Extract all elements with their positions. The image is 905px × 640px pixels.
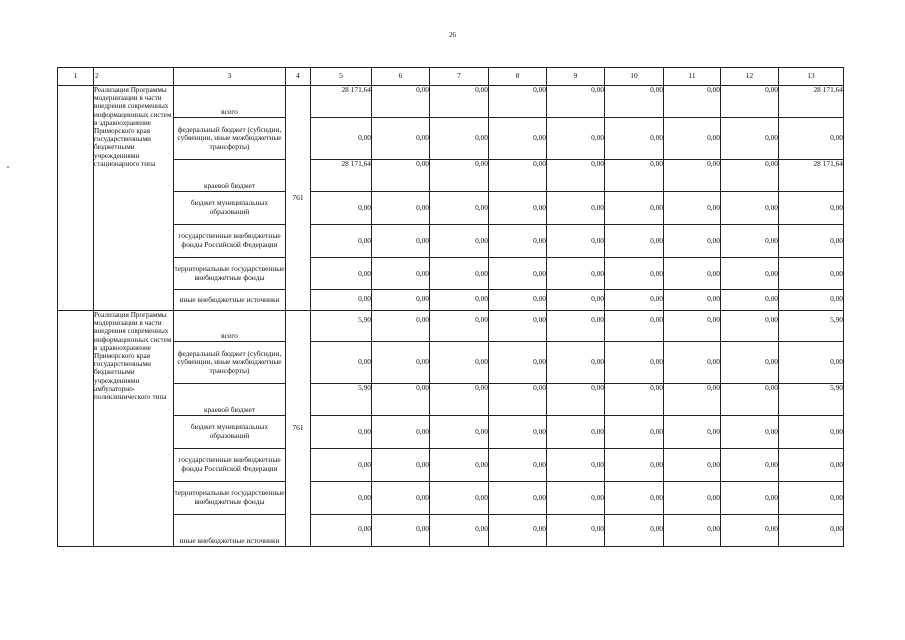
- value-cell: 0,00: [664, 342, 721, 384]
- value-cell: 0,00: [311, 192, 372, 225]
- funding-source: государственные внебюджетные фонды Российской Федерации: [174, 449, 286, 482]
- value-cell: 0,00: [430, 160, 489, 192]
- value-cell: 0,00: [721, 342, 779, 384]
- value-cell: 0,00: [430, 311, 489, 342]
- funding-source: бюджет муниципальных образований: [174, 416, 286, 449]
- value-cell: 0,00: [779, 225, 844, 258]
- table-row: [58, 290, 844, 311]
- value-cell: 0,00: [372, 258, 430, 290]
- value-cell: 0,00: [489, 311, 547, 342]
- value-cell: 0,00: [430, 258, 489, 290]
- funding-source: всего: [174, 311, 286, 342]
- value-cell: 0,00: [430, 290, 489, 311]
- value-cell: 0,00: [605, 482, 664, 515]
- value-cell: 0,00: [430, 449, 489, 482]
- funding-source: территориальные государственные внебюджетные фонды: [174, 258, 286, 290]
- table-row: [58, 86, 844, 118]
- column-header: 4: [286, 68, 311, 86]
- value-cell: 0,00: [489, 118, 547, 160]
- value-cell: 0,00: [721, 225, 779, 258]
- value-cell: 0,00: [430, 384, 489, 416]
- value-cell: 0,00: [779, 258, 844, 290]
- value-cell: 0,00: [372, 482, 430, 515]
- value-cell: 0,00: [372, 515, 430, 547]
- table-row: [58, 311, 844, 342]
- table-row: [58, 192, 844, 225]
- value-cell: 0,00: [605, 290, 664, 311]
- value-cell: 0,00: [664, 311, 721, 342]
- funding-source: территориальные государственные внебюджетные фонды: [174, 482, 286, 515]
- value-cell: 0,00: [721, 515, 779, 547]
- value-cell: 0,00: [664, 258, 721, 290]
- value-cell: 0,00: [605, 160, 664, 192]
- table-row: [58, 160, 844, 192]
- value-cell: 0,00: [430, 192, 489, 225]
- value-cell: 0,00: [311, 258, 372, 290]
- value-cell: 5,90: [779, 311, 844, 342]
- value-cell: 0,00: [547, 416, 605, 449]
- funding-source: федеральный бюджет (субсидии, субвенции, иные межбюджетные трансферты): [174, 118, 286, 160]
- funding-source: иные внебюджетные источники: [174, 515, 286, 547]
- value-cell: 0,00: [430, 482, 489, 515]
- value-cell: 0,00: [779, 342, 844, 384]
- value-cell: 0,00: [372, 192, 430, 225]
- budget-table: [57, 67, 844, 547]
- value-cell: 0,00: [489, 86, 547, 118]
- value-cell: 0,00: [430, 416, 489, 449]
- value-cell: 0,00: [664, 384, 721, 416]
- table-row: [58, 416, 844, 449]
- value-cell: 0,00: [311, 416, 372, 449]
- value-cell: 0,00: [489, 482, 547, 515]
- value-cell: 0,00: [664, 449, 721, 482]
- value-cell: 0,00: [489, 225, 547, 258]
- value-cell: 0,00: [311, 342, 372, 384]
- value-cell: 0,00: [664, 192, 721, 225]
- funding-source: государственные внебюджетные фонды Российской Федерации: [174, 225, 286, 258]
- value-cell: 0,00: [664, 290, 721, 311]
- value-cell: 0,00: [779, 449, 844, 482]
- value-cell: 0,00: [547, 118, 605, 160]
- value-cell: 0,00: [430, 86, 489, 118]
- value-cell: 0,00: [664, 118, 721, 160]
- value-cell: 0,00: [311, 449, 372, 482]
- value-cell: 0,00: [372, 449, 430, 482]
- value-cell: 0,00: [547, 160, 605, 192]
- value-cell: 0,00: [311, 118, 372, 160]
- value-cell: 0,00: [311, 290, 372, 311]
- funding-source: федеральный бюджет (субсидии, субвенции, иные межбюджетные трансферты): [174, 342, 286, 384]
- value-cell: 0,00: [721, 384, 779, 416]
- value-cell: 28 171,64: [779, 86, 844, 118]
- value-cell: 0,00: [489, 416, 547, 449]
- value-cell: 0,00: [489, 258, 547, 290]
- value-cell: 0,00: [489, 384, 547, 416]
- column-header: 5: [311, 68, 372, 86]
- table-row: [58, 515, 844, 547]
- scan-speck: [7, 166, 9, 168]
- empty-cell: [58, 86, 94, 311]
- value-cell: 0,00: [721, 449, 779, 482]
- value-cell: 0,00: [779, 118, 844, 160]
- value-cell: 0,00: [547, 258, 605, 290]
- program-name: Реализация Программы модернизации в части внедрения современных информационных систем в здравоохранение Приморского края государственными бюджетными учреждениями амбулаторно-поликлинического типа: [94, 311, 174, 547]
- value-cell: 0,00: [605, 225, 664, 258]
- value-cell: 0,00: [721, 86, 779, 118]
- funding-source: всего: [174, 86, 286, 118]
- column-header: 10: [605, 68, 664, 86]
- column-header: 3: [174, 68, 286, 86]
- value-cell: 0,00: [605, 311, 664, 342]
- value-cell: 0,00: [664, 86, 721, 118]
- value-cell: 28 171,64: [311, 86, 372, 118]
- value-cell: 0,00: [372, 86, 430, 118]
- funding-source: бюджет муниципальных образований: [174, 192, 286, 225]
- value-cell: 0,00: [489, 290, 547, 311]
- funding-source: краевой бюджет: [174, 384, 286, 416]
- value-cell: 0,00: [547, 192, 605, 225]
- value-cell: 0,00: [605, 384, 664, 416]
- table-row: [58, 342, 844, 384]
- value-cell: 0,00: [489, 342, 547, 384]
- value-cell: 0,00: [721, 192, 779, 225]
- value-cell: 0,00: [311, 225, 372, 258]
- value-cell: 28 171,64: [779, 160, 844, 192]
- table-row: [58, 258, 844, 290]
- column-header: 11: [664, 68, 721, 86]
- table-row: [58, 118, 844, 160]
- program-code: 761: [286, 311, 311, 547]
- value-cell: 0,00: [372, 118, 430, 160]
- empty-cell: [58, 311, 94, 547]
- value-cell: 28 171,64: [311, 160, 372, 192]
- value-cell: 0,00: [779, 290, 844, 311]
- value-cell: 0,00: [721, 160, 779, 192]
- value-cell: 0,00: [605, 86, 664, 118]
- value-cell: 0,00: [664, 416, 721, 449]
- value-cell: 0,00: [721, 258, 779, 290]
- column-header: 9: [547, 68, 605, 86]
- value-cell: 0,00: [489, 160, 547, 192]
- value-cell: 0,00: [372, 416, 430, 449]
- value-cell: 0,00: [547, 311, 605, 342]
- program-name: Реализация Программы модернизации в части внедрения современных информационных систем в здравоохранение Приморского края государственными бюджетными учреждениями стационарного типа: [94, 86, 174, 311]
- column-header: 12: [721, 68, 779, 86]
- value-cell: 0,00: [605, 449, 664, 482]
- value-cell: 0,00: [372, 160, 430, 192]
- value-cell: 0,00: [664, 160, 721, 192]
- value-cell: 0,00: [721, 118, 779, 160]
- page-number: 26: [449, 31, 456, 39]
- value-cell: 0,00: [605, 118, 664, 160]
- value-cell: 0,00: [605, 416, 664, 449]
- value-cell: 0,00: [547, 482, 605, 515]
- column-header: 1: [58, 68, 94, 86]
- value-cell: 0,00: [372, 342, 430, 384]
- funding-source: краевой бюджет: [174, 160, 286, 192]
- value-cell: 0,00: [547, 225, 605, 258]
- value-cell: 0,00: [430, 515, 489, 547]
- value-cell: 5,90: [311, 384, 372, 416]
- value-cell: 0,00: [605, 192, 664, 225]
- value-cell: 0,00: [311, 482, 372, 515]
- value-cell: 0,00: [547, 515, 605, 547]
- value-cell: 0,00: [372, 311, 430, 342]
- funding-source: иные внебюджетные источники: [174, 290, 286, 311]
- value-cell: 0,00: [311, 515, 372, 547]
- value-cell: 0,00: [372, 225, 430, 258]
- value-cell: 0,00: [779, 192, 844, 225]
- table-row: [58, 482, 844, 515]
- table-row: [58, 384, 844, 416]
- value-cell: 0,00: [489, 449, 547, 482]
- value-cell: 0,00: [721, 482, 779, 515]
- value-cell: 0,00: [664, 515, 721, 547]
- value-cell: 0,00: [779, 482, 844, 515]
- column-header: 13: [779, 68, 844, 86]
- value-cell: 0,00: [664, 225, 721, 258]
- value-cell: 0,00: [430, 225, 489, 258]
- value-cell: 0,00: [430, 342, 489, 384]
- table-row: [58, 225, 844, 258]
- value-cell: 0,00: [547, 290, 605, 311]
- value-cell: 0,00: [779, 515, 844, 547]
- value-cell: 0,00: [430, 118, 489, 160]
- value-cell: 5,90: [311, 311, 372, 342]
- value-cell: 0,00: [489, 192, 547, 225]
- value-cell: 0,00: [372, 384, 430, 416]
- value-cell: 0,00: [779, 416, 844, 449]
- value-cell: 0,00: [605, 342, 664, 384]
- table-row: [58, 449, 844, 482]
- program-code: 761: [286, 86, 311, 311]
- value-cell: 0,00: [721, 311, 779, 342]
- value-cell: 5,90: [779, 384, 844, 416]
- column-header: 2: [94, 68, 174, 86]
- value-cell: 0,00: [664, 482, 721, 515]
- value-cell: 0,00: [489, 515, 547, 547]
- column-header: 6: [372, 68, 430, 86]
- value-cell: 0,00: [372, 290, 430, 311]
- value-cell: 0,00: [605, 258, 664, 290]
- value-cell: 0,00: [547, 86, 605, 118]
- value-cell: 0,00: [721, 416, 779, 449]
- value-cell: 0,00: [721, 290, 779, 311]
- column-header: 8: [489, 68, 547, 86]
- value-cell: 0,00: [547, 342, 605, 384]
- value-cell: 0,00: [605, 515, 664, 547]
- column-header: 7: [430, 68, 489, 86]
- header-row: [58, 68, 844, 86]
- value-cell: 0,00: [547, 449, 605, 482]
- value-cell: 0,00: [547, 384, 605, 416]
